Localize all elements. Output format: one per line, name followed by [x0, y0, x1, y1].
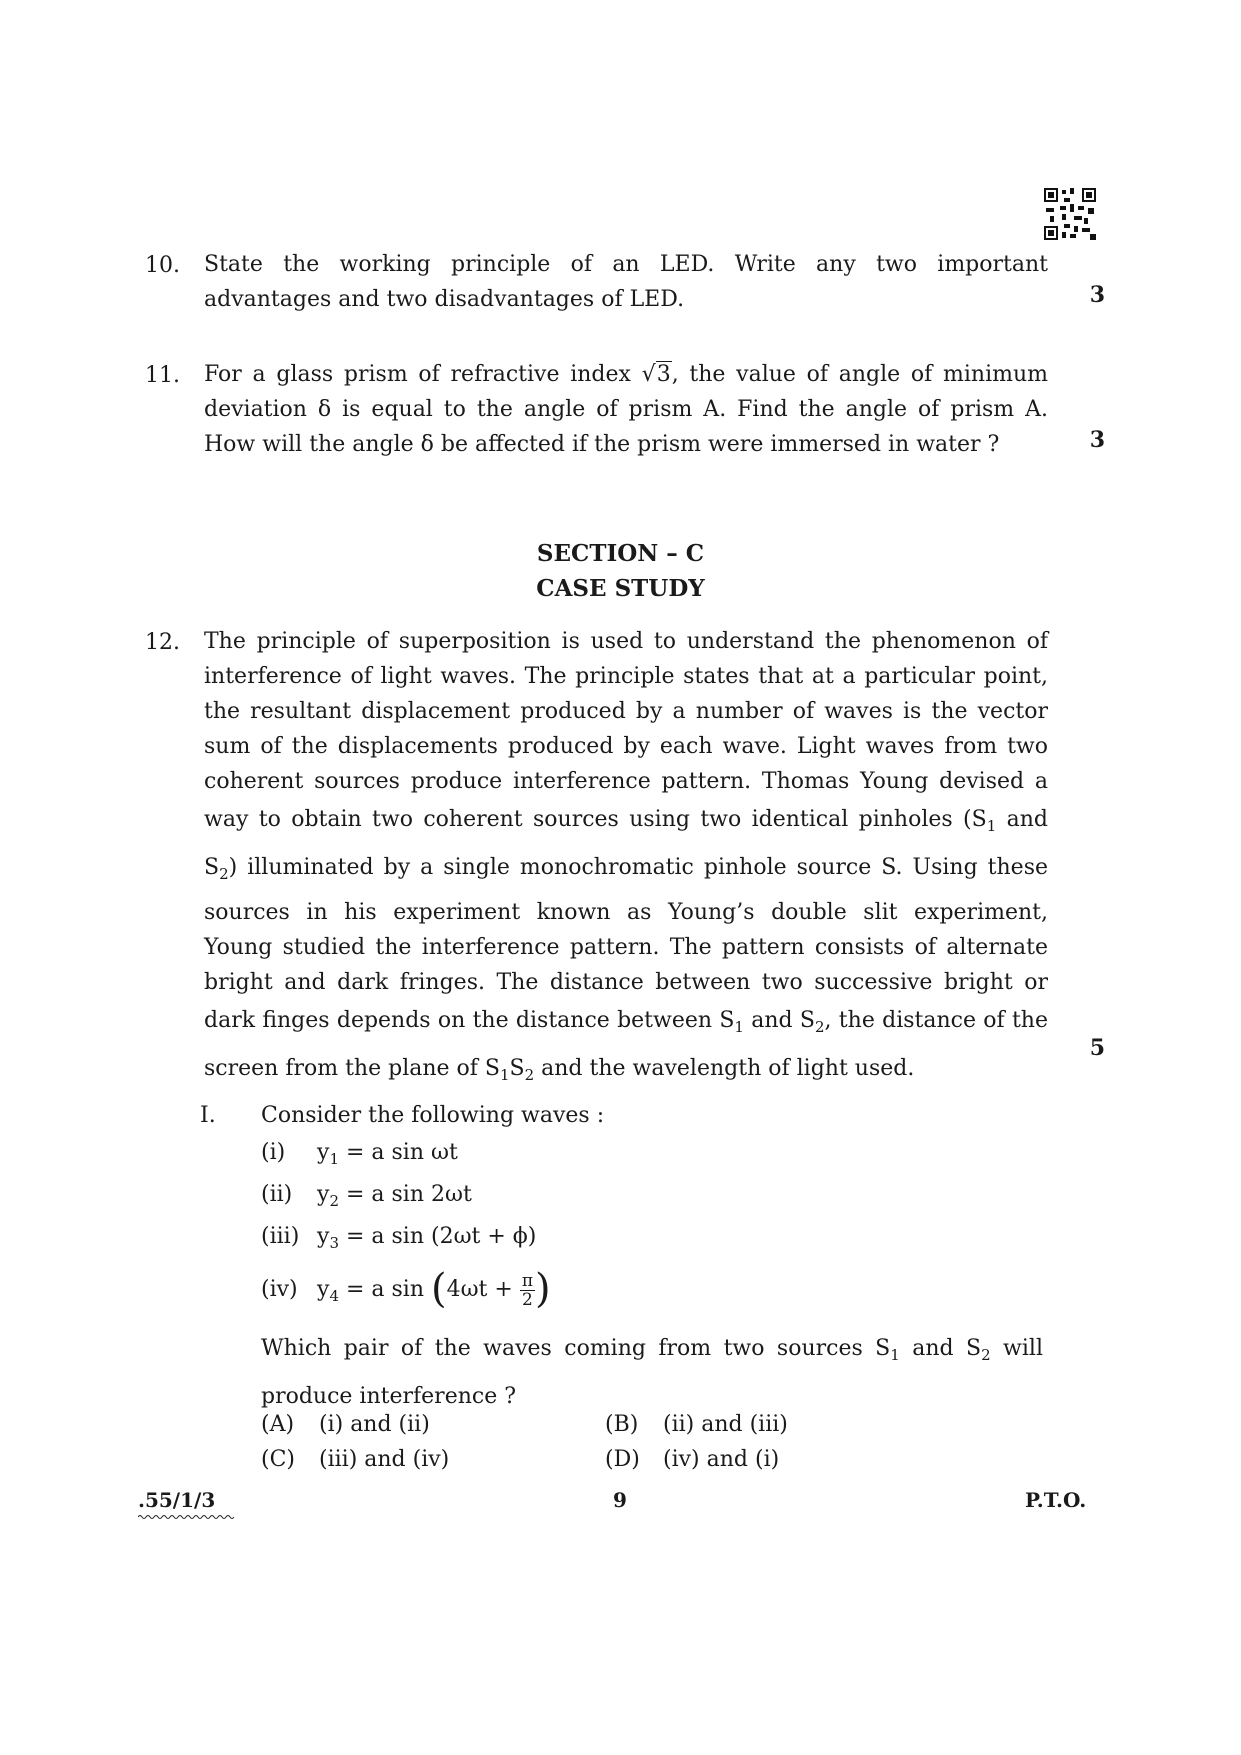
wave-ii: (ii) $y_2 = a$ sin 2ωt [261, 1182, 472, 1210]
question-text: How will the angle δ be affected if the prism were immersed in water ? [204, 432, 1000, 457]
wave-iii: (iii) $y_3 = a$ sin (2ωt + ϕ) [261, 1224, 537, 1252]
passage-line: coherent sources produce interference pattern. Thomas Young devised a [204, 769, 1048, 794]
passage-line: sum of the displacements produced by each wave. Light waves from two [204, 734, 1048, 759]
fraction: $\frac{\pi}{2}$ [521, 1270, 534, 1310]
question-number: 10. [145, 253, 180, 278]
square-root: √3 [641, 362, 671, 387]
question-text: For a glass prism of refractive index √3, the value of angle of minimum [204, 357, 1048, 392]
passage-line: screen from the plane of $S_1S_2$ and the wavelength of light used. [204, 1056, 915, 1084]
passage-line: $S_2$) illuminated by a single monochromatic pinhole source S. Using these [204, 855, 1048, 883]
option-c: (C) (iii) and (iv) [261, 1447, 450, 1472]
option-d: (D) (iv) and (i) [605, 1447, 780, 1472]
question-text: advantages and two disadvantages of LED. [204, 287, 685, 312]
marks: 5 [1089, 1035, 1105, 1061]
marks: 3 [1089, 427, 1105, 453]
passage-line: dark finges depends on the distance between $S_1$ and $S_2$, the distance of the [204, 1008, 1048, 1036]
qr-code-icon [1044, 188, 1096, 240]
option-b: (B) (ii) and (iii) [605, 1412, 788, 1437]
part-label: I. [200, 1103, 216, 1128]
question-number: 12. [145, 630, 180, 655]
passage-line: bright and dark fringes. The distance between two successive bright or [204, 970, 1048, 995]
pto-label: P.T.O. [1025, 1488, 1087, 1512]
section-subtitle: CASE STUDY [536, 575, 705, 602]
section-title: SECTION – C [536, 540, 705, 567]
option-a: (A) (i) and (ii) [261, 1412, 430, 1437]
passage-line: The principle of superposition is used to understand the phenomenon of [204, 629, 1048, 654]
wave-i: (i) $y_1 = a$ sin ωt [261, 1140, 458, 1168]
question-text: State the working principle of an LED. Write any two important [204, 252, 1048, 277]
question-text: deviation δ is equal to the angle of prism A. Find the angle of prism A. [204, 397, 1048, 422]
wave-iv: (iv) $y_4 = a$ sin (4ωt + $\frac{\pi}{2}$ ) [261, 1266, 551, 1312]
passage-line: interference of light waves. The principle states that at a particular point, [204, 664, 1048, 689]
question-number: 11. [145, 363, 180, 388]
part-intro: Consider the following waves : [261, 1103, 605, 1128]
passage-line: Young studied the interference pattern. The pattern consists of alternate [204, 935, 1048, 960]
passage-line: sources in his experiment known as Young’s double slit experiment, [204, 900, 1048, 925]
marks: 3 [1089, 282, 1105, 308]
paper-code: .55/1/3 [138, 1488, 216, 1512]
passage-line: the resultant displacement produced by a number of waves is the vector [204, 699, 1048, 724]
passage-line: way to obtain two coherent sources using two identical pinholes ($S_1$ and [204, 807, 1048, 835]
wavy-underline-icon [138, 1514, 236, 1520]
page-number: 9 [613, 1488, 627, 1512]
part-question: Which pair of the waves coming from two sources $S_1$ and $S_2$ will produce interference ? [261, 1336, 1043, 1409]
